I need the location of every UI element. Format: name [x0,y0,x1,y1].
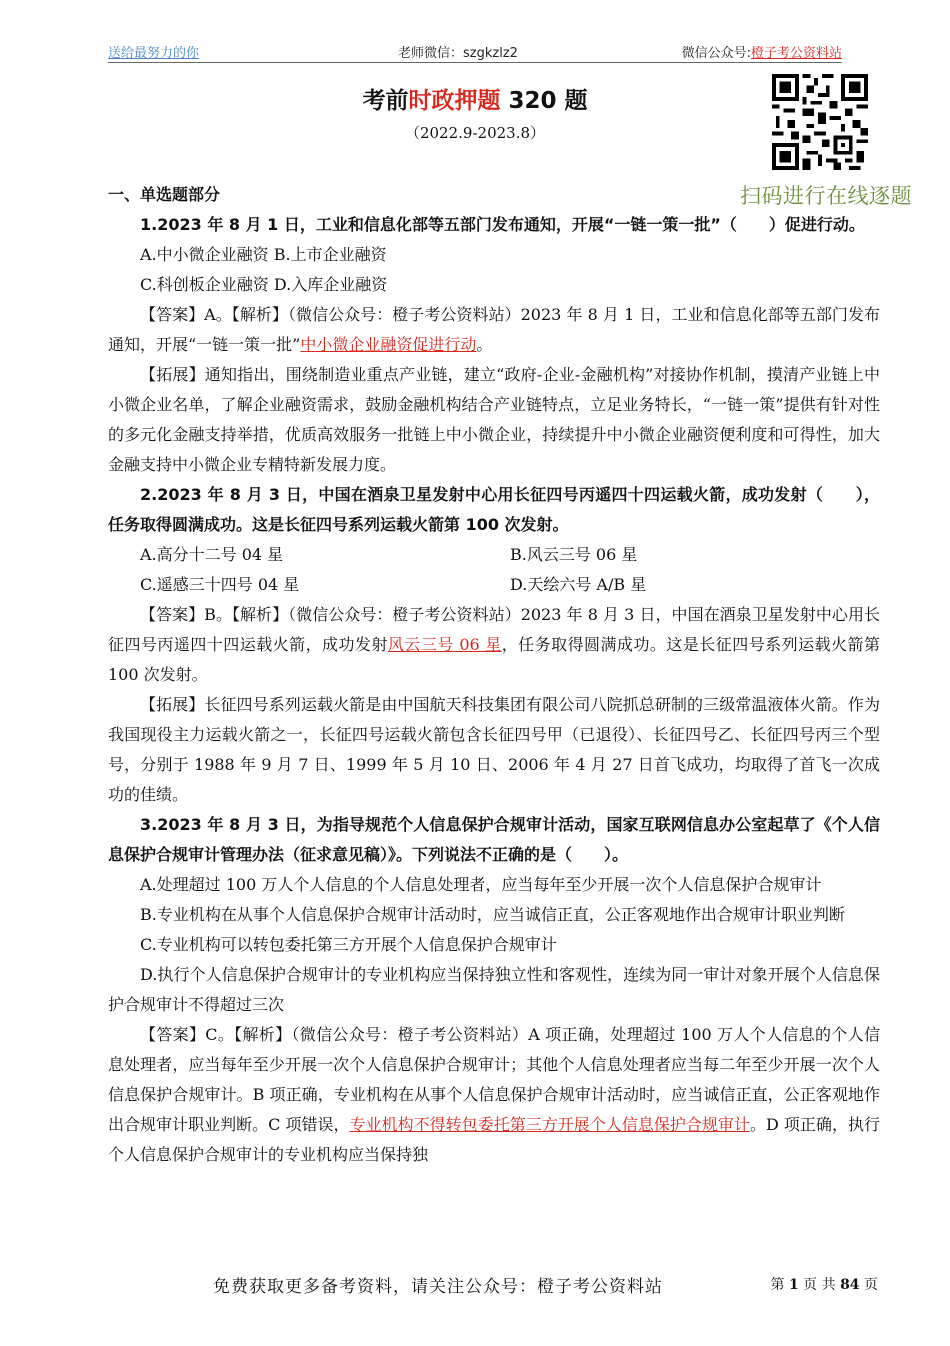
answer-explanation [108,300,880,360]
answer-text: ，任务取得圆满成功。这是长征四号系列运载火箭第 100 次发射。 [108,635,880,684]
answer-explanation [108,600,880,690]
teacher-label: 老师微信： [398,46,464,61]
answer-text: 【答案】A。【解析】（微信公众号：橙子考公资料站）2023 年 8 月 1 日，工业和信息化部等五部门发布通知，开展“一链一策一批” [108,305,880,354]
question-option: A.中小微企业融资 B.上市企业融资 [140,245,387,264]
footer-slogan: 免费获取更多备考资料，请关注公众号：橙子考公资料站 [213,1277,663,1297]
page-prefix: 第 [770,1277,789,1293]
page-footer [108,1272,878,1300]
extension-note: 【拓展】通知指出，围绕制造业重点产业链，建立“政府-企业-金融机构”对接协作机制，摸清产业链上中小微企业名单，了解企业融资需求，鼓励金融机构结合产业链特点，立足业务特长，“一链一策”提供有针对性的多元化金融支持举措，优质高效服务一批链上中小微企业，持续提升中小微企业融资便利度和可得性，加大金融支持中小微企业专精特新发展力度。 [108,365,880,474]
answer-text: 【答案】C。【解析】（微信公众号：橙子考公资料站）A 项正确，处理超过 100 万人个人信息的个人信息处理者，应当每年至少开展一次个人信息保护合规审计；其他个人信息处理者应当每二年至少开展一次个人信息保护合规审计。B 项正确，专业机构在从事个人信息保护合规审计活动时，应当诚信正直，公正客观地作出合规审计职业判断。C 项错误， [108,1025,880,1134]
page-current: 1 [788,1277,799,1293]
teacher-id: szgkzlz2 [463,46,518,61]
extension-note: 【拓展】长征四号系列运载火箭是由中国航天科技集团有限公司八院抓总研制的三级常温液体火箭。作为我国现役主力运载火箭之一，长征四号运载火箭包含长征四号甲（已退役）、长征四号乙、长征四号丙三个型号，分别于 1988 年 9 月 7 日、1999 年 5 月 10 日、2006 年 4 月 27 日首飞成功，均取得了首飞一次成功的佳绩。 [108,695,880,804]
page-header [108,40,842,62]
title-highlight: 时政押题 [408,88,501,114]
answer-highlight: 风云三号 06 星 [387,635,502,654]
wechat-account [682,42,842,61]
section-title: 一、单选题部分 [108,185,221,204]
teacher-wechat [398,42,518,61]
question-option: B.专业机构在从事个人信息保护合规审计活动时，应当诚信正直，公正客观地作出合规审计职业判断 [140,905,845,924]
wechat-name-link[interactable]: 橙子考公资料站 [750,46,842,61]
answer-text: 【答案】B。【解析】（微信公众号：橙子考公资料站）2023 年 8 月 3 日，中国在酒泉卫星发射中心用长征四号丙遥四十四运载火箭，成功发射 [108,605,880,654]
title-suffix: 320 题 [500,88,588,114]
question-stem: 2.2023 年 8 月 3 日，中国在酒泉卫星发射中心用长征四号丙遥四十四运载火箭，成功发射（ ），任务取得圆满成功。这是长征四号系列运载火箭第 100 次发射。 [108,485,880,534]
answer-text: 。D 项正确，执行个人信息保护合规审计的专业机构应当保持独 [108,1115,880,1164]
qr-code-icon[interactable] [772,74,868,170]
question-option: D.执行个人信息保护合规审计的专业机构应当保持独立性和客观性，连续为同一审计对象开展个人信息保护合规审计不得超过三次 [108,965,880,1014]
question-stem: 1.2023 年 8 月 1 日，工业和信息化部等五部门发布通知，开展“一链一策一批”（ ）促进行动。 [140,215,865,234]
page-suffix: 页 [859,1277,878,1293]
question-option: D.天绘六号 A/B 星 [510,575,647,594]
document-body [108,180,880,1170]
answer-highlight: 专业机构不得转包委托第三方开展个人信息保护合规审计 [349,1115,750,1134]
question-option: B.风云三号 06 星 [510,545,638,564]
question-option: C.科创板企业融资 D.入库企业融资 [140,275,388,294]
answer-highlight: 中小微企业融资促进行动 [300,335,477,354]
scan-prompt: 扫码进行在线逐题 [740,184,912,208]
question-stem: 3.2023 年 8 月 3 日，为指导规范个人信息保护合规审计活动，国家互联网信息办公室起草了《个人信息保护合规审计管理办法（征求意见稿）》。下列说法不正确的是（ ）。 [108,815,880,864]
option-row [108,540,880,570]
question-option: C.专业机构可以转包委托第三方开展个人信息保护合规审计 [140,935,557,954]
question-option: C.遥感三十四号 04 星 [140,575,300,594]
page-total: 84 [840,1277,860,1293]
header-slogan-link[interactable]: 送给最努力的你 [108,46,200,61]
page-mid: 页 共 [798,1277,841,1293]
wechat-label: 微信公众号: [681,46,751,61]
answer-explanation [108,1020,880,1170]
page-number [771,1274,879,1294]
question-option: A.处理超过 100 万人个人信息的个人信息处理者，应当每年至少开展一次个人信息保护合规审计 [140,875,822,894]
question-option: A.高分十二号 04 星 [140,545,284,564]
answer-text: 。 [476,335,493,354]
option-row [108,570,880,600]
header-divider [108,62,842,63]
date-range: （2022.9-2023.8） [404,124,546,142]
title-prefix: 考前 [362,88,409,114]
